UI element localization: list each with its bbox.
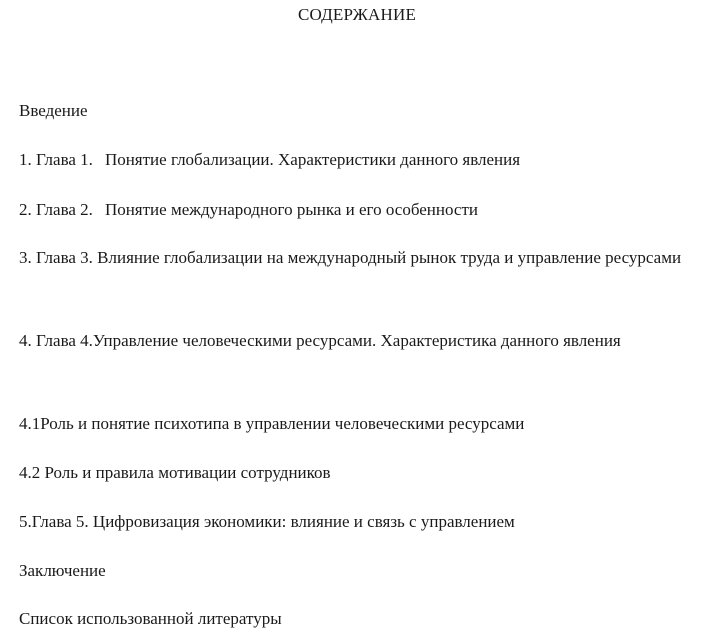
toc-item-references: Список использованной литературы (19, 609, 282, 628)
toc-item-chapter-3: 3. Глава 3. Влияние глобализации на международный рынок труда и управление ресурсами (19, 248, 682, 267)
toc-item-introduction: Введение (19, 101, 88, 120)
toc-item-chapter-2-title: Понятие международного рынка и его особенности (104, 200, 478, 219)
page-title: СОДЕРЖАНИЕ (297, 5, 417, 24)
toc-item-chapter-5: 5.Глава 5. Цифровизация экономики: влияние и связь с управлением (19, 512, 515, 531)
toc-item-chapter-4: 4. Глава 4.Управление человеческими ресурсами. Характеристика данного явления (19, 331, 621, 350)
toc-item-chapter-2-number: 2. Глава 2. (19, 200, 93, 219)
toc-item-chapter-1-number: 1. Глава 1. (19, 150, 93, 169)
toc-item-conclusion: Заключение (19, 561, 106, 580)
toc-item-chapter-1-title: Понятие глобализации. Характеристики данного явления (104, 150, 521, 169)
toc-item-section-4-1: 4.1Роль и понятие психотипа в управлении человеческими ресурсами (19, 414, 525, 433)
toc-item-section-4-2: 4.2 Роль и правила мотивации сотрудников (19, 463, 331, 482)
toc-item-chapter-2 (19, 193, 687, 227)
toc-item-chapter-1 (19, 143, 687, 177)
